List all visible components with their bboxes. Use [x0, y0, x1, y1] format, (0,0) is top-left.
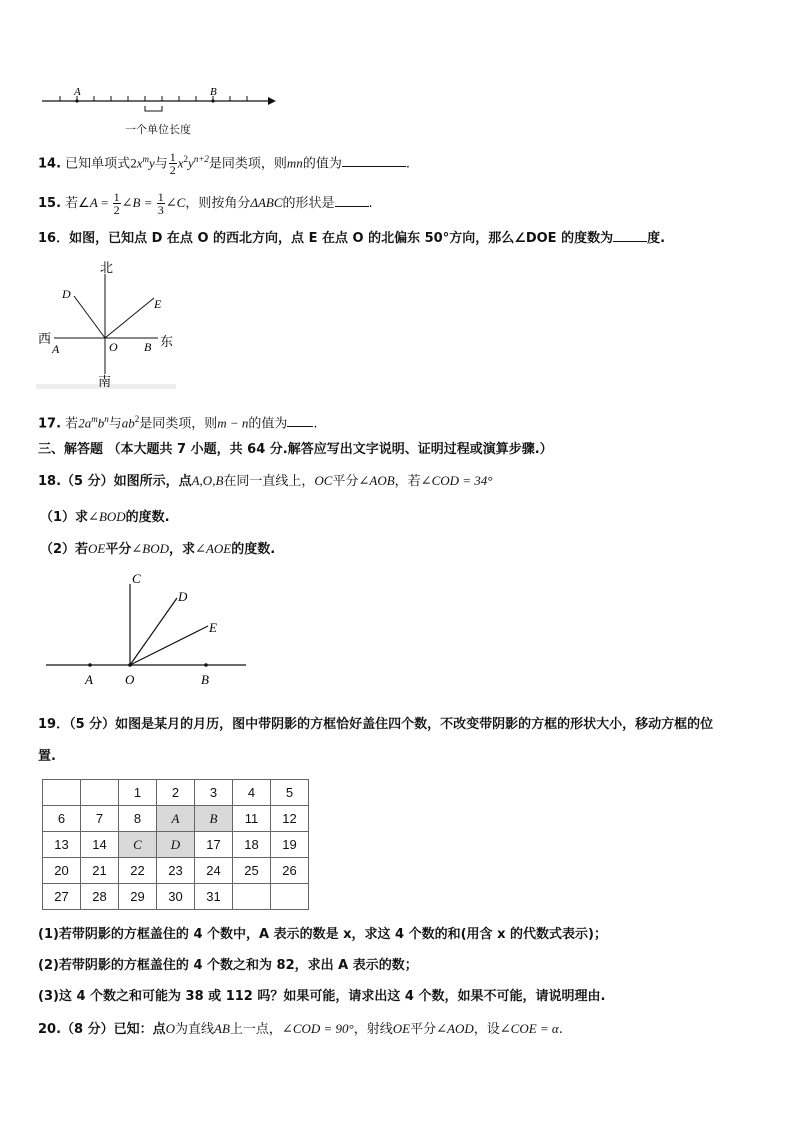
calendar-cell: 27 — [43, 884, 81, 910]
answer-blank-17[interactable] — [287, 414, 313, 427]
shaded-cell-b: B — [195, 806, 233, 832]
shaded-cell-a: A — [157, 806, 195, 832]
calendar-cell: 7 — [81, 806, 119, 832]
calendar-cell: 25 — [233, 858, 271, 884]
unit-length-caption: 一个单位长度 — [125, 123, 191, 136]
point-d-label: D — [62, 287, 71, 301]
calendar-cell: 12 — [271, 806, 309, 832]
point-c-label: C — [132, 571, 141, 586]
calendar-cell: 31 — [195, 884, 233, 910]
point-a-label: A — [85, 672, 93, 687]
north-label: 北 — [100, 261, 114, 276]
question-18-part-1: （1）求∠BOD的度数. — [40, 509, 170, 525]
calendar-cell: 28 — [81, 884, 119, 910]
table-row — [43, 780, 309, 806]
section-3-header: 三、解答题 （本大题共 7 小题，共 64 分.解答应写出文字说明、证明过程或演算步骤.） — [38, 442, 553, 457]
point-o-label: O — [109, 340, 118, 354]
question-19-line-1: 19．（5 分）如图是某月的月历，图中带阴影的方框恰好盖住四个数，不改变带阴影的方框的形状大小，移动方框的位 — [38, 717, 714, 732]
table-row — [43, 832, 309, 858]
calendar-cell: 29 — [119, 884, 157, 910]
calendar-cell — [43, 780, 81, 806]
angle-figure-18 — [44, 568, 254, 690]
calendar-cell: 8 — [119, 806, 157, 832]
calendar-cell: 17 — [195, 832, 233, 858]
question-19-line-2: 置. — [38, 749, 56, 764]
question-17: 17. 若$2a^mb^n$与$ab^2$是同类项，则m − n的值为 . — [38, 414, 318, 432]
calendar-cell — [271, 884, 309, 910]
calendar-cell: 14 — [81, 832, 119, 858]
point-b-label: B — [201, 672, 209, 687]
south-label: 南 — [98, 375, 112, 390]
compass-figure — [36, 258, 186, 392]
calendar-cell: 5 — [271, 780, 309, 806]
calendar-cell: 4 — [233, 780, 271, 806]
answer-blank-14[interactable] — [342, 154, 406, 167]
calendar-cell: 11 — [233, 806, 271, 832]
calendar-cell: 19 — [271, 832, 309, 858]
calendar-cell: 30 — [157, 884, 195, 910]
calendar-cell: 24 — [195, 858, 233, 884]
question-19-part-1: (1)若带阴影的方框盖住的 4 个数中，A 表示的数是 x，求这 4 个数的和(用含 x 的代数式表示)； — [38, 927, 607, 942]
point-o-label: O — [125, 672, 135, 687]
calendar-cell: 1 — [119, 780, 157, 806]
west-label: 西 — [38, 332, 52, 347]
calendar-cell — [81, 780, 119, 806]
question-16: 16．如图，已知点 D 在点 O 的西北方向，点 E 在点 O 的北偏东 50°方向，那么∠DOE 的度数为 度. — [38, 231, 666, 246]
question-15: 15. 若∠A = $\frac{1}{2}$ ∠B = $\frac{1}{3}$ ∠C，则按角分ΔABC的形状是 . — [38, 190, 373, 217]
point-d-label: D — [178, 589, 188, 604]
answer-blank-16[interactable] — [613, 229, 647, 242]
question-19-part-2: (2)若带阴影的方框盖住的 4 个数之和为 82，求出 A 表示的数； — [38, 958, 418, 973]
calendar-cell: 6 — [43, 806, 81, 832]
shaded-cell-d: D — [157, 832, 195, 858]
calendar-table — [42, 779, 309, 910]
answer-blank-15[interactable] — [335, 194, 369, 207]
calendar-cell: 13 — [43, 832, 81, 858]
table-row — [43, 884, 309, 910]
calendar-cell — [233, 884, 271, 910]
calendar-cell: 18 — [233, 832, 271, 858]
table-row — [43, 858, 309, 884]
calendar-cell: 23 — [157, 858, 195, 884]
shaded-cell-c: C — [119, 832, 157, 858]
point-e-label: E — [209, 620, 217, 635]
east-label: 东 — [160, 335, 174, 350]
calendar-cell: 26 — [271, 858, 309, 884]
calendar-cell: 20 — [43, 858, 81, 884]
question-20: 20.（8 分）已知：点O为直线AB上一点，∠COD = 90°，射线OE平分∠AOD，设∠COE = α. — [38, 1021, 563, 1037]
point-b-label: B — [144, 340, 152, 354]
table-row — [43, 806, 309, 832]
calendar-cell: 21 — [81, 858, 119, 884]
calendar-cell: 3 — [195, 780, 233, 806]
question-19-part-3: (3)这 4 个数之和可能为 38 或 112 吗？如果可能，请求出这 4 个数，如果不可能，请说明理由. — [38, 989, 606, 1004]
point-b-label: B — [210, 86, 217, 98]
point-a-label: A — [74, 86, 81, 98]
calendar-cell: 2 — [157, 780, 195, 806]
point-e-label: E — [154, 297, 162, 311]
question-18: 18.（5 分）如图所示，点A,O,B在同一直线上，OC平分∠AOB，若∠COD = 34° — [38, 473, 493, 489]
question-14: 14. 已知单项式$2x^my$与 $\frac{1}{2}$ $x^2y^{n+2}$是同类项，则mn的值为 . — [38, 150, 410, 178]
calendar-cell: 22 — [119, 858, 157, 884]
point-a-label: A — [52, 342, 60, 356]
question-18-part-2: （2）若OE平分∠BOD，求∠AOE的度数. — [40, 541, 276, 557]
